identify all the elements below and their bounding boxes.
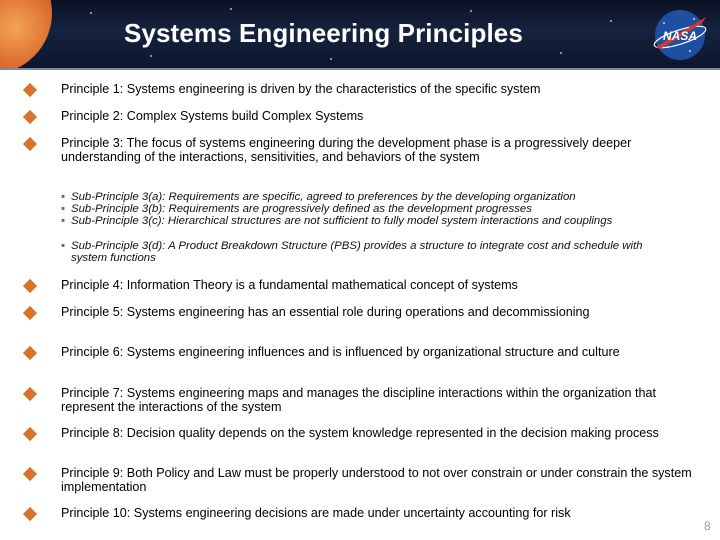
sub-principle-3a bbox=[61, 191, 671, 203]
sub-principle-text: Sub-Principle 3(c): Hierarchical structures are not sufficient to fully model system interactions and couplings bbox=[71, 215, 613, 227]
star bbox=[90, 12, 92, 14]
principle-1: Principle 1: Systems engineering is driven by the characteristics of the specific system bbox=[61, 82, 541, 96]
header-divider bbox=[0, 68, 720, 70]
sub-bullet-icon: ▪ bbox=[61, 215, 66, 227]
star bbox=[330, 58, 332, 60]
bullet-icon bbox=[23, 137, 37, 151]
sub-principle-text: Sub-Principle 3(d): A Product Breakdown Structure (PBS) provides a structure to integrate cost and schedule with system functions bbox=[71, 240, 643, 265]
principle-5: Principle 5: Systems engineering has an essential role during operations and decommissioning bbox=[61, 305, 590, 319]
sub-principle-text: Sub-Principle 3(a): Requirements are specific, agreed to preferences by the developing organization bbox=[71, 191, 576, 203]
bullet-icon bbox=[23, 306, 37, 320]
principle-6: Principle 6: Systems engineering influences and is influenced by organizational structure and culture bbox=[61, 345, 620, 359]
principle-3: Principle 3: The focus of systems engineering during the development phase is a progressively deeper understanding of the interactions, sensitivities, and behaviors of the system bbox=[61, 136, 632, 164]
star bbox=[470, 10, 472, 12]
bullet-icon bbox=[23, 279, 37, 293]
bullet-icon bbox=[23, 387, 37, 401]
principle-8: Principle 8: Decision quality depends on the system knowledge represented in the decision making process bbox=[61, 426, 659, 440]
star bbox=[230, 8, 232, 10]
star bbox=[150, 55, 152, 57]
principle-9: Principle 9: Both Policy and Law must be properly understood to not over constrain or under constrain the system implementation bbox=[61, 466, 692, 494]
principle-2: Principle 2: Complex Systems build Complex Systems bbox=[61, 109, 364, 123]
page-number: 8 bbox=[704, 519, 711, 533]
nasa-logo bbox=[650, 7, 710, 63]
nasa-logo-text: NASA bbox=[662, 29, 698, 43]
slide-title: Systems Engineering Principles bbox=[124, 18, 523, 48]
sub-bullet-icon: ▪ bbox=[61, 191, 66, 203]
principle-7: Principle 7: Systems engineering maps and manages the discipline interactions within the organization that represent the interactions of the system bbox=[61, 386, 657, 414]
star bbox=[610, 20, 612, 22]
principle-10: Principle 10: Systems engineering decisions are made under uncertainty accounting for risk bbox=[61, 506, 571, 520]
sub-principle-3d bbox=[61, 240, 671, 265]
bullet-icon bbox=[23, 346, 37, 360]
sub-bullet-icon: ▪ bbox=[61, 203, 66, 215]
bullet-icon bbox=[23, 110, 37, 124]
star bbox=[560, 52, 562, 54]
sub-principle-text: Sub-Principle 3(b): Requirements are progressively defined as the development progresses bbox=[71, 203, 532, 215]
sub-bullet-icon: ▪ bbox=[61, 240, 66, 252]
sub-principle-3b bbox=[61, 203, 671, 215]
slide-header bbox=[0, 0, 720, 68]
bullet-icon bbox=[23, 427, 37, 441]
principle-4: Principle 4: Information Theory is a fundamental mathematical concept of systems bbox=[61, 278, 518, 292]
bullet-icon bbox=[23, 467, 37, 481]
bullet-icon bbox=[23, 83, 37, 97]
bullet-icon bbox=[23, 507, 37, 521]
sub-principle-3c bbox=[61, 215, 671, 227]
